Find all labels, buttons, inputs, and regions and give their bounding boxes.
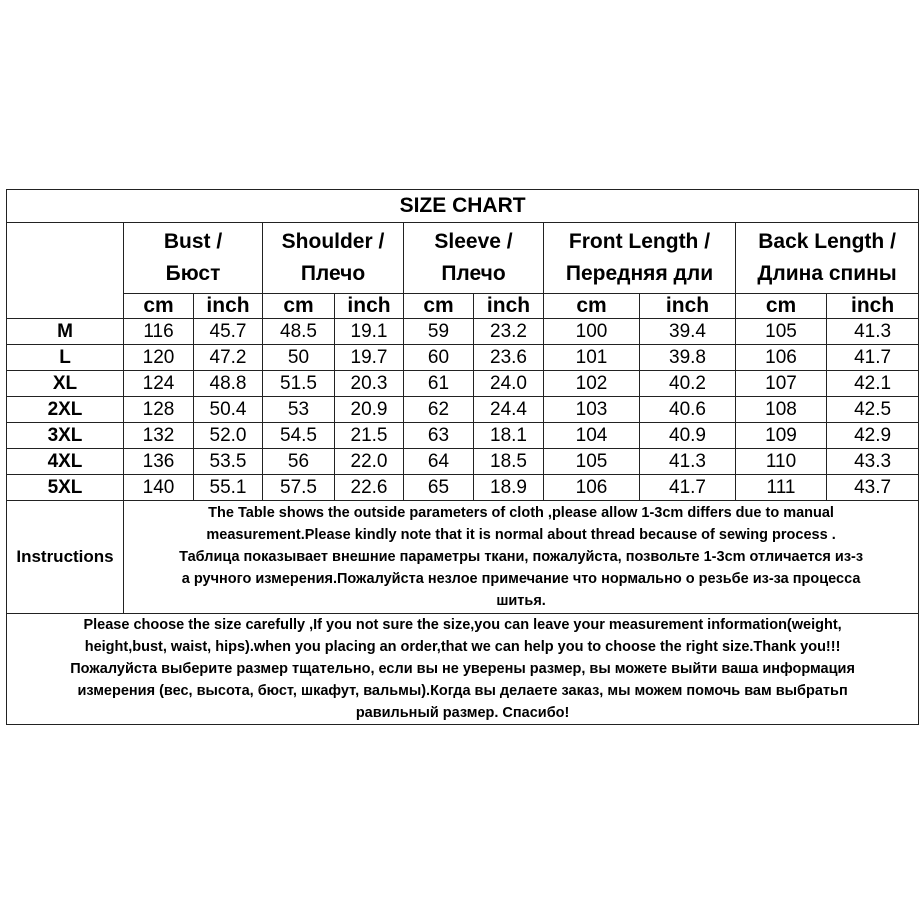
unit-inch: inch [474, 294, 544, 319]
unit-cm: cm [544, 294, 640, 319]
instructions-line: Таблица показывает внешние параметры ткани, пожалуйста, позвольте 1-3cm отличается из-з [179, 549, 864, 565]
value-cell: 110 [736, 449, 827, 475]
value-cell: 18.9 [474, 475, 544, 501]
unit-inch: inch [640, 294, 736, 319]
column-header-line: Передняя дли [565, 262, 714, 285]
value-cell: 106 [544, 475, 640, 501]
value-cell: 43.7 [827, 475, 919, 501]
size-label: XL [7, 371, 124, 397]
value-cell: 105 [544, 449, 640, 475]
table-row [7, 449, 919, 475]
column-header-sleeve [404, 223, 544, 294]
value-cell: 48.5 [263, 319, 335, 345]
value-cell: 18.1 [474, 423, 544, 449]
value-cell: 65 [404, 475, 474, 501]
value-cell: 56 [263, 449, 335, 475]
instructions-line: The Table shows the outside parameters of cloth ,please allow 1-3cm differs due to manual [208, 505, 834, 521]
size-chart-table [6, 189, 919, 725]
value-cell: 120 [124, 345, 194, 371]
column-header-line: Плечо [300, 262, 366, 285]
value-cell: 45.7 [194, 319, 263, 345]
value-cell: 51.5 [263, 371, 335, 397]
value-cell: 41.3 [640, 449, 736, 475]
table-row [7, 371, 919, 397]
value-cell: 59 [404, 319, 474, 345]
size-label: 4XL [7, 449, 124, 475]
note-line: Пожалуйста выберите размер тщательно, если вы не уверены размер, вы можете выйти ваша информация [70, 661, 855, 677]
unit-cm: cm [404, 294, 474, 319]
unit-cm: cm [124, 294, 194, 319]
chart-title: SIZE CHART [7, 190, 919, 223]
value-cell: 47.2 [194, 345, 263, 371]
value-cell: 111 [736, 475, 827, 501]
table-row [7, 345, 919, 371]
value-cell: 124 [124, 371, 194, 397]
column-header-front-length [544, 223, 736, 294]
value-cell: 102 [544, 371, 640, 397]
value-cell: 50 [263, 345, 335, 371]
column-header-line: Bust / [163, 230, 223, 253]
instructions-line: шитья. [496, 593, 546, 609]
value-cell: 104 [544, 423, 640, 449]
value-cell: 22.0 [335, 449, 404, 475]
instructions-row [7, 501, 919, 614]
value-cell: 61 [404, 371, 474, 397]
value-cell: 100 [544, 319, 640, 345]
instructions-line: measurement.Please kindly note that it is normal about thread because of sewing process . [206, 527, 836, 543]
value-cell: 42.5 [827, 397, 919, 423]
value-cell: 132 [124, 423, 194, 449]
value-cell: 52.0 [194, 423, 263, 449]
note-line: равильный размер. Спасибо! [355, 705, 570, 721]
value-cell: 53 [263, 397, 335, 423]
value-cell: 140 [124, 475, 194, 501]
value-cell: 40.9 [640, 423, 736, 449]
value-cell: 43.3 [827, 449, 919, 475]
column-header-bust [124, 223, 263, 294]
column-header-line: Плечо [441, 262, 506, 285]
instructions-line: а ручного измерения.Пожалуйста незлое примечание что нормально о резьбе из-за процесса [181, 571, 861, 587]
value-cell: 63 [404, 423, 474, 449]
table-row [7, 319, 919, 345]
size-label: M [7, 319, 124, 345]
value-cell: 19.7 [335, 345, 404, 371]
value-cell: 108 [736, 397, 827, 423]
table-row [7, 475, 919, 501]
unit-inch: inch [194, 294, 263, 319]
value-cell: 105 [736, 319, 827, 345]
value-cell: 40.6 [640, 397, 736, 423]
value-cell: 42.1 [827, 371, 919, 397]
value-cell: 42.9 [827, 423, 919, 449]
column-header-line: Бюст [165, 262, 221, 285]
value-cell: 50.4 [194, 397, 263, 423]
value-cell: 57.5 [263, 475, 335, 501]
unit-inch: inch [827, 294, 919, 319]
value-cell: 62 [404, 397, 474, 423]
value-cell: 64 [404, 449, 474, 475]
table-row [7, 423, 919, 449]
value-cell: 48.8 [194, 371, 263, 397]
value-cell: 22.6 [335, 475, 404, 501]
column-header-back-length [736, 223, 919, 294]
value-cell: 19.1 [335, 319, 404, 345]
value-cell: 128 [124, 397, 194, 423]
column-header-shoulder [263, 223, 404, 294]
size-label: L [7, 345, 124, 371]
unit-inch: inch [335, 294, 404, 319]
value-cell: 60 [404, 345, 474, 371]
column-header-line: Длина спины [757, 262, 897, 285]
value-cell: 21.5 [335, 423, 404, 449]
unit-cm: cm [263, 294, 335, 319]
value-cell: 24.0 [474, 371, 544, 397]
column-header-line: Front Length / [568, 230, 711, 253]
size-label: 2XL [7, 397, 124, 423]
note-line: измерения (вес, высота, бюст, шкафут, вальмы).Когда вы делаете заказ, мы можем помочь вам выбратьп [77, 683, 848, 699]
table-row [7, 397, 919, 423]
value-cell: 20.3 [335, 371, 404, 397]
instructions-label: Instructions [7, 501, 124, 614]
instructions-text [124, 501, 919, 614]
value-cell: 106 [736, 345, 827, 371]
value-cell: 18.5 [474, 449, 544, 475]
size-label: 5XL [7, 475, 124, 501]
value-cell: 107 [736, 371, 827, 397]
value-cell: 20.9 [335, 397, 404, 423]
value-cell: 41.3 [827, 319, 919, 345]
note-row [7, 614, 919, 725]
value-cell: 53.5 [194, 449, 263, 475]
value-cell: 54.5 [263, 423, 335, 449]
value-cell: 41.7 [827, 345, 919, 371]
value-cell: 39.8 [640, 345, 736, 371]
value-cell: 103 [544, 397, 640, 423]
value-cell: 40.2 [640, 371, 736, 397]
value-cell: 101 [544, 345, 640, 371]
corner-cell [7, 223, 124, 319]
column-header-line: Shoulder / [281, 230, 385, 253]
size-selection-note [7, 614, 919, 725]
size-label: 3XL [7, 423, 124, 449]
value-cell: 24.4 [474, 397, 544, 423]
value-cell: 109 [736, 423, 827, 449]
value-cell: 136 [124, 449, 194, 475]
column-header-line: Back Length / [758, 230, 896, 253]
value-cell: 116 [124, 319, 194, 345]
note-line: height,bust, waist, hips).when you placing an order,that we can help you to choose the right size.Thank you!!! [84, 639, 841, 655]
note-line: Please choose the size carefully ,If you not sure the size,you can leave your measurement information(weight, [83, 617, 842, 633]
value-cell: 23.2 [474, 319, 544, 345]
value-cell: 39.4 [640, 319, 736, 345]
column-header-line: Sleeve / [434, 230, 513, 253]
unit-cm: cm [736, 294, 827, 319]
value-cell: 41.7 [640, 475, 736, 501]
value-cell: 55.1 [194, 475, 263, 501]
value-cell: 23.6 [474, 345, 544, 371]
